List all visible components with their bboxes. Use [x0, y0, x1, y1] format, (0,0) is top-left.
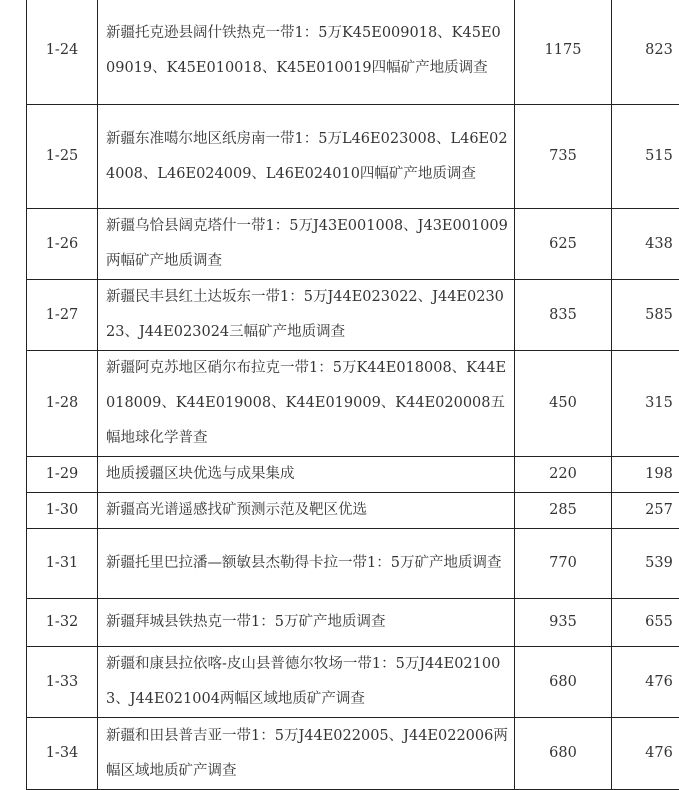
amount-b: 476: [612, 718, 679, 790]
row-number: 1-32: [27, 599, 98, 647]
row-number: 1-28: [27, 351, 98, 457]
amount-b: 539: [612, 529, 679, 599]
amount-a: 935: [515, 599, 612, 647]
amount-b: 198: [612, 457, 679, 493]
project-name-cell: [98, 351, 515, 457]
row-number: 1-24: [27, 0, 98, 105]
amount-b: 655: [612, 599, 679, 647]
table-row: [27, 280, 679, 351]
table-row: [27, 457, 679, 493]
project-name-cell: [98, 647, 515, 718]
project-name: 新疆高光谱遥感找矿预测示范及靶区优选: [106, 493, 508, 528]
amount-b: 257: [612, 493, 679, 529]
table-row: [27, 493, 679, 529]
project-name-cell: [98, 529, 515, 599]
amount-a: 625: [515, 209, 612, 280]
project-name: 新疆阿克苏地区硝尔布拉克一带1：5万K44E018008、K44E018009、K44E019008、K44E019009、K44E020008五幅地球化学普查: [106, 351, 508, 456]
table-row: [27, 209, 679, 280]
row-number: 1-30: [27, 493, 98, 529]
project-name: 新疆托克逊县阔什铁热克一带1：5万K45E009018、K45E009019、K45E010018、K45E010019四幅矿产地质调查: [106, 16, 508, 86]
row-number: 1-29: [27, 457, 98, 493]
project-name: 新疆东准噶尔地区纸房南一带1：5万L46E023008、L46E024008、L46E024009、L46E024010四幅矿产地质调查: [106, 122, 508, 192]
table-row: [27, 105, 679, 209]
amount-b: 315: [612, 351, 679, 457]
amount-a: 450: [515, 351, 612, 457]
table-row: [27, 529, 679, 599]
project-name-cell: [98, 280, 515, 351]
row-number: 1-25: [27, 105, 98, 209]
table-row: [27, 0, 679, 105]
amount-b: 438: [612, 209, 679, 280]
project-name-cell: [98, 105, 515, 209]
project-name: 新疆和田县普吉亚一带1：5万J44E022005、J44E022006两幅区域地质矿产调查: [106, 719, 508, 789]
project-name: 新疆民丰县红土达坂东一带1：5万J44E023022、J44E023023、J44E023024三幅矿产地质调查: [106, 280, 508, 350]
row-number: 1-26: [27, 209, 98, 280]
amount-b: 515: [612, 105, 679, 209]
project-name-cell: [98, 599, 515, 647]
project-name: 新疆乌恰县阔克塔什一带1：5万J43E001008、J43E001009两幅矿产地质调查: [106, 209, 508, 279]
amount-b: 585: [612, 280, 679, 351]
amount-a: 680: [515, 718, 612, 790]
project-name: 新疆和康县拉依喀-皮山县普德尔牧场一带1：5万J44E021003、J44E021004两幅区域地质矿产调查: [106, 647, 508, 717]
project-name: 地质援疆区块优选与成果集成: [106, 457, 508, 492]
project-table: [26, 0, 679, 790]
amount-a: 680: [515, 647, 612, 718]
table-row: [27, 599, 679, 647]
table-row: [27, 718, 679, 790]
amount-a: 1175: [515, 0, 612, 105]
project-name: 新疆拜城县铁热克一带1：5万矿产地质调查: [106, 605, 508, 640]
amount-a: 285: [515, 493, 612, 529]
row-number: 1-31: [27, 529, 98, 599]
project-name-cell: [98, 493, 515, 529]
table-row: [27, 351, 679, 457]
project-name-cell: [98, 0, 515, 105]
project-name: 新疆托里巴拉潘—额敏县杰勒得卡拉一带1：5万矿产地质调查: [106, 546, 508, 581]
project-name-cell: [98, 457, 515, 493]
amount-a: 770: [515, 529, 612, 599]
amount-b: 823: [612, 0, 679, 105]
amount-a: 835: [515, 280, 612, 351]
amount-b: 476: [612, 647, 679, 718]
amount-a: 735: [515, 105, 612, 209]
row-number: 1-34: [27, 718, 98, 790]
project-name-cell: [98, 209, 515, 280]
row-number: 1-33: [27, 647, 98, 718]
row-number: 1-27: [27, 280, 98, 351]
table-row: [27, 647, 679, 718]
project-name-cell: [98, 718, 515, 790]
amount-a: 220: [515, 457, 612, 493]
